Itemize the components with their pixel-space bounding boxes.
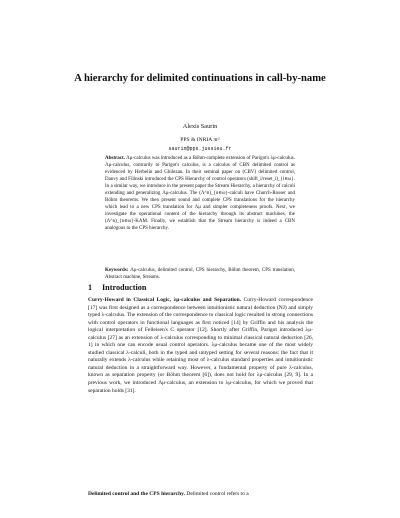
paragraph-runin-heading: Curry-Howard in Classical Logic, λμ-calculus and Separation. bbox=[88, 297, 242, 303]
section-number: 1 bbox=[88, 283, 93, 292]
author-name: Alexis Saurin bbox=[182, 123, 218, 130]
paragraph-runin-heading: Delimited control and the CPS hierarchy. bbox=[88, 491, 185, 497]
abstract bbox=[105, 156, 295, 232]
author-affiliation: PPS & INRIA πr² bbox=[180, 137, 220, 143]
author-email: saurin@pps.jussieu.fr bbox=[168, 146, 232, 152]
section-title: Introduction bbox=[102, 283, 147, 292]
paragraph-text: Delimited control refers to a bbox=[186, 491, 249, 497]
section-heading bbox=[88, 283, 146, 293]
paragraph-delimited-control bbox=[88, 491, 313, 499]
abstract-text: Λμ-calculus was introduced as a Böhm-complete extension of Parigot's λμ-calculus. Λμ-calculus, contrarily to Parigot's calculus, is a calculus of CBN delimited control as evidenced by Herbelin and Ghilezan. In their seminal paper on (CBV) delimited control, Danvy and Filinski introduced the CPS Hierarchy of control operators (shift_i/reset_i)_{i∈ω}. In a similar way, we introduce in the present paper the Stream Hierarchy, a hierarchy of calculi extending and generalizing Λμ-calculus. The (Λ^n)_{n∈ω}-calculi have Church-Rosser and Böhm theorems. We then present sound and complete CPS translations for the hierarchy which lead to a new CPS translation for Λμ and simpler completeness proofs. Next, we investigate the operational content of the hierarchy through its abstract machines, the (Λ^n)_{n∈ω}-KAM. Finally, we establish that the Stream hierarchy is indeed a CBN analogous to the CPS hierarchy. bbox=[105, 156, 296, 231]
keywords-text: Λμ-calculus, delimited control, CPS hierarchy, Böhm theorem, CPS translation, Abstract machine, Streams. bbox=[105, 268, 295, 280]
abstract-label: Abstract. bbox=[105, 156, 125, 161]
paragraph-text: Curry-Howard correspondence [17] was first designed as a correspondence between intuitionistic natural deduction (NJ) and simply typed λ-calculus. The extension of the correspondence to classical logic resulted in strong connections with control operators in functional languages as first noticed [14] by Griffin and his analysis the logical interpretation of Felleisen's C operator [12]. Shortly after Griffin, Parigot introduced λμ-calculus [27] as an extension of λ-calculus corresponding to minimal classical natural deduction [26, 1] in which one can encode usual control operators. λμ-calculus became one of the most widely studied classical λ-calculi, both in the typed and untyped setting for several reasons: the fact that it naturally extends λ-calculus while retaining most of λ-calculus standard properties and intuitionistic natural deduction in a straightforward way. However, a fundamental property of pure λ-calculus, known as separation property (or Böhm theorem [6]), does not hold for λμ-calculus [29, 9]. In a previous work, we introduced Λμ-calculus, an extension to λμ-calculus, for which we proved that separation holds [31]. bbox=[88, 297, 313, 394]
keywords-label: Keywords: bbox=[105, 268, 129, 273]
paper-title: A hierarchy for delimited continuations in call-by-name bbox=[74, 73, 326, 84]
paragraph-intro bbox=[88, 297, 313, 395]
keywords bbox=[105, 268, 295, 282]
